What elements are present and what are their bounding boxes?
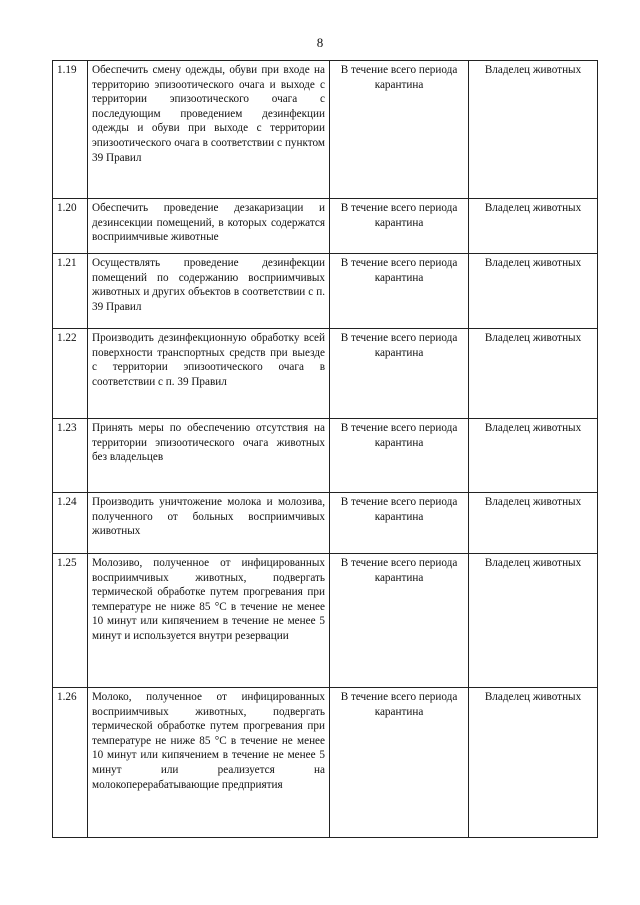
table-row	[53, 419, 598, 493]
measure-term: В течение всего периода карантина	[330, 419, 469, 493]
responsible-party: Владелец животных	[469, 688, 598, 838]
table-row	[53, 199, 598, 254]
row-number: 1.19	[53, 61, 88, 199]
table-row	[53, 554, 598, 688]
page-number: 8	[316, 35, 324, 50]
measure-description: Производить уничтожение молока и молозива, полученного от больных восприимчивых животных	[88, 493, 330, 554]
measure-description: Обеспечить проведение дезакаризации и дезинсекции помещений, в которых содержатся восприимчивые животные	[88, 199, 330, 254]
measure-description: Принять меры по обеспечению отсутствия на территории эпизоотического очага животных без владельцев	[88, 419, 330, 493]
measure-description: Молоко, полученное от инфицированных восприимчивых животных, подвергать термической обработке путем прогревания при температуре не ниже 85 °C в течение не менее 10 минут или кипячением в течение не менее 5 минут или реализуется на молокоперерабатывающие предприятия	[88, 688, 330, 838]
responsible-party: Владелец животных	[469, 199, 598, 254]
measure-term: В течение всего периода карантина	[330, 61, 469, 199]
table-row	[53, 329, 598, 419]
table-row	[53, 493, 598, 554]
row-number: 1.24	[53, 493, 88, 554]
responsible-party: Владелец животных	[469, 329, 598, 419]
measure-description: Осуществлять проведение дезинфекции помещений по содержанию восприимчивых животных и других объектов в соответствии с п. 39 Правил	[88, 254, 330, 329]
responsible-party: Владелец животных	[469, 254, 598, 329]
row-number: 1.22	[53, 329, 88, 419]
responsible-party: Владелец животных	[469, 554, 598, 688]
table-row	[53, 688, 598, 838]
responsible-party: Владелец животных	[469, 61, 598, 199]
measure-description: Молозиво, полученное от инфицированных восприимчивых животных, подвергать термической обработке путем прогревания при температуре не ниже 85 °C в течение не менее 10 минут или кипячением в течение не менее 5 минут и используется внутри резервации	[88, 554, 330, 688]
measure-term: В течение всего периода карантина	[330, 554, 469, 688]
measure-term: В течение всего периода карантина	[330, 199, 469, 254]
table-row	[53, 254, 598, 329]
row-number: 1.25	[53, 554, 88, 688]
responsible-party: Владелец животных	[469, 493, 598, 554]
quarantine-measures-table	[52, 60, 598, 838]
measure-term: В течение всего периода карантина	[330, 493, 469, 554]
row-number: 1.23	[53, 419, 88, 493]
responsible-party: Владелец животных	[469, 419, 598, 493]
row-number: 1.26	[53, 688, 88, 838]
measure-term: В течение всего периода карантина	[330, 329, 469, 419]
measure-description: Обеспечить смену одежды, обуви при входе на территорию эпизоотического очага и выходе с территории эпизоотического очага с последующим проведением дезинфекции одежды и обуви при выходе с территории эпизоотического очага в соответствии с пунктом 39 Правил	[88, 61, 330, 199]
measure-description: Производить дезинфекционную обработку всей поверхности транспортных средств при выезде с территории эпизоотического очага в соответствии с п. 39 Правил	[88, 329, 330, 419]
measure-term: В течение всего периода карантина	[330, 254, 469, 329]
table-row	[53, 61, 598, 199]
measure-term: В течение всего периода карантина	[330, 688, 469, 838]
row-number: 1.21	[53, 254, 88, 329]
row-number: 1.20	[53, 199, 88, 254]
